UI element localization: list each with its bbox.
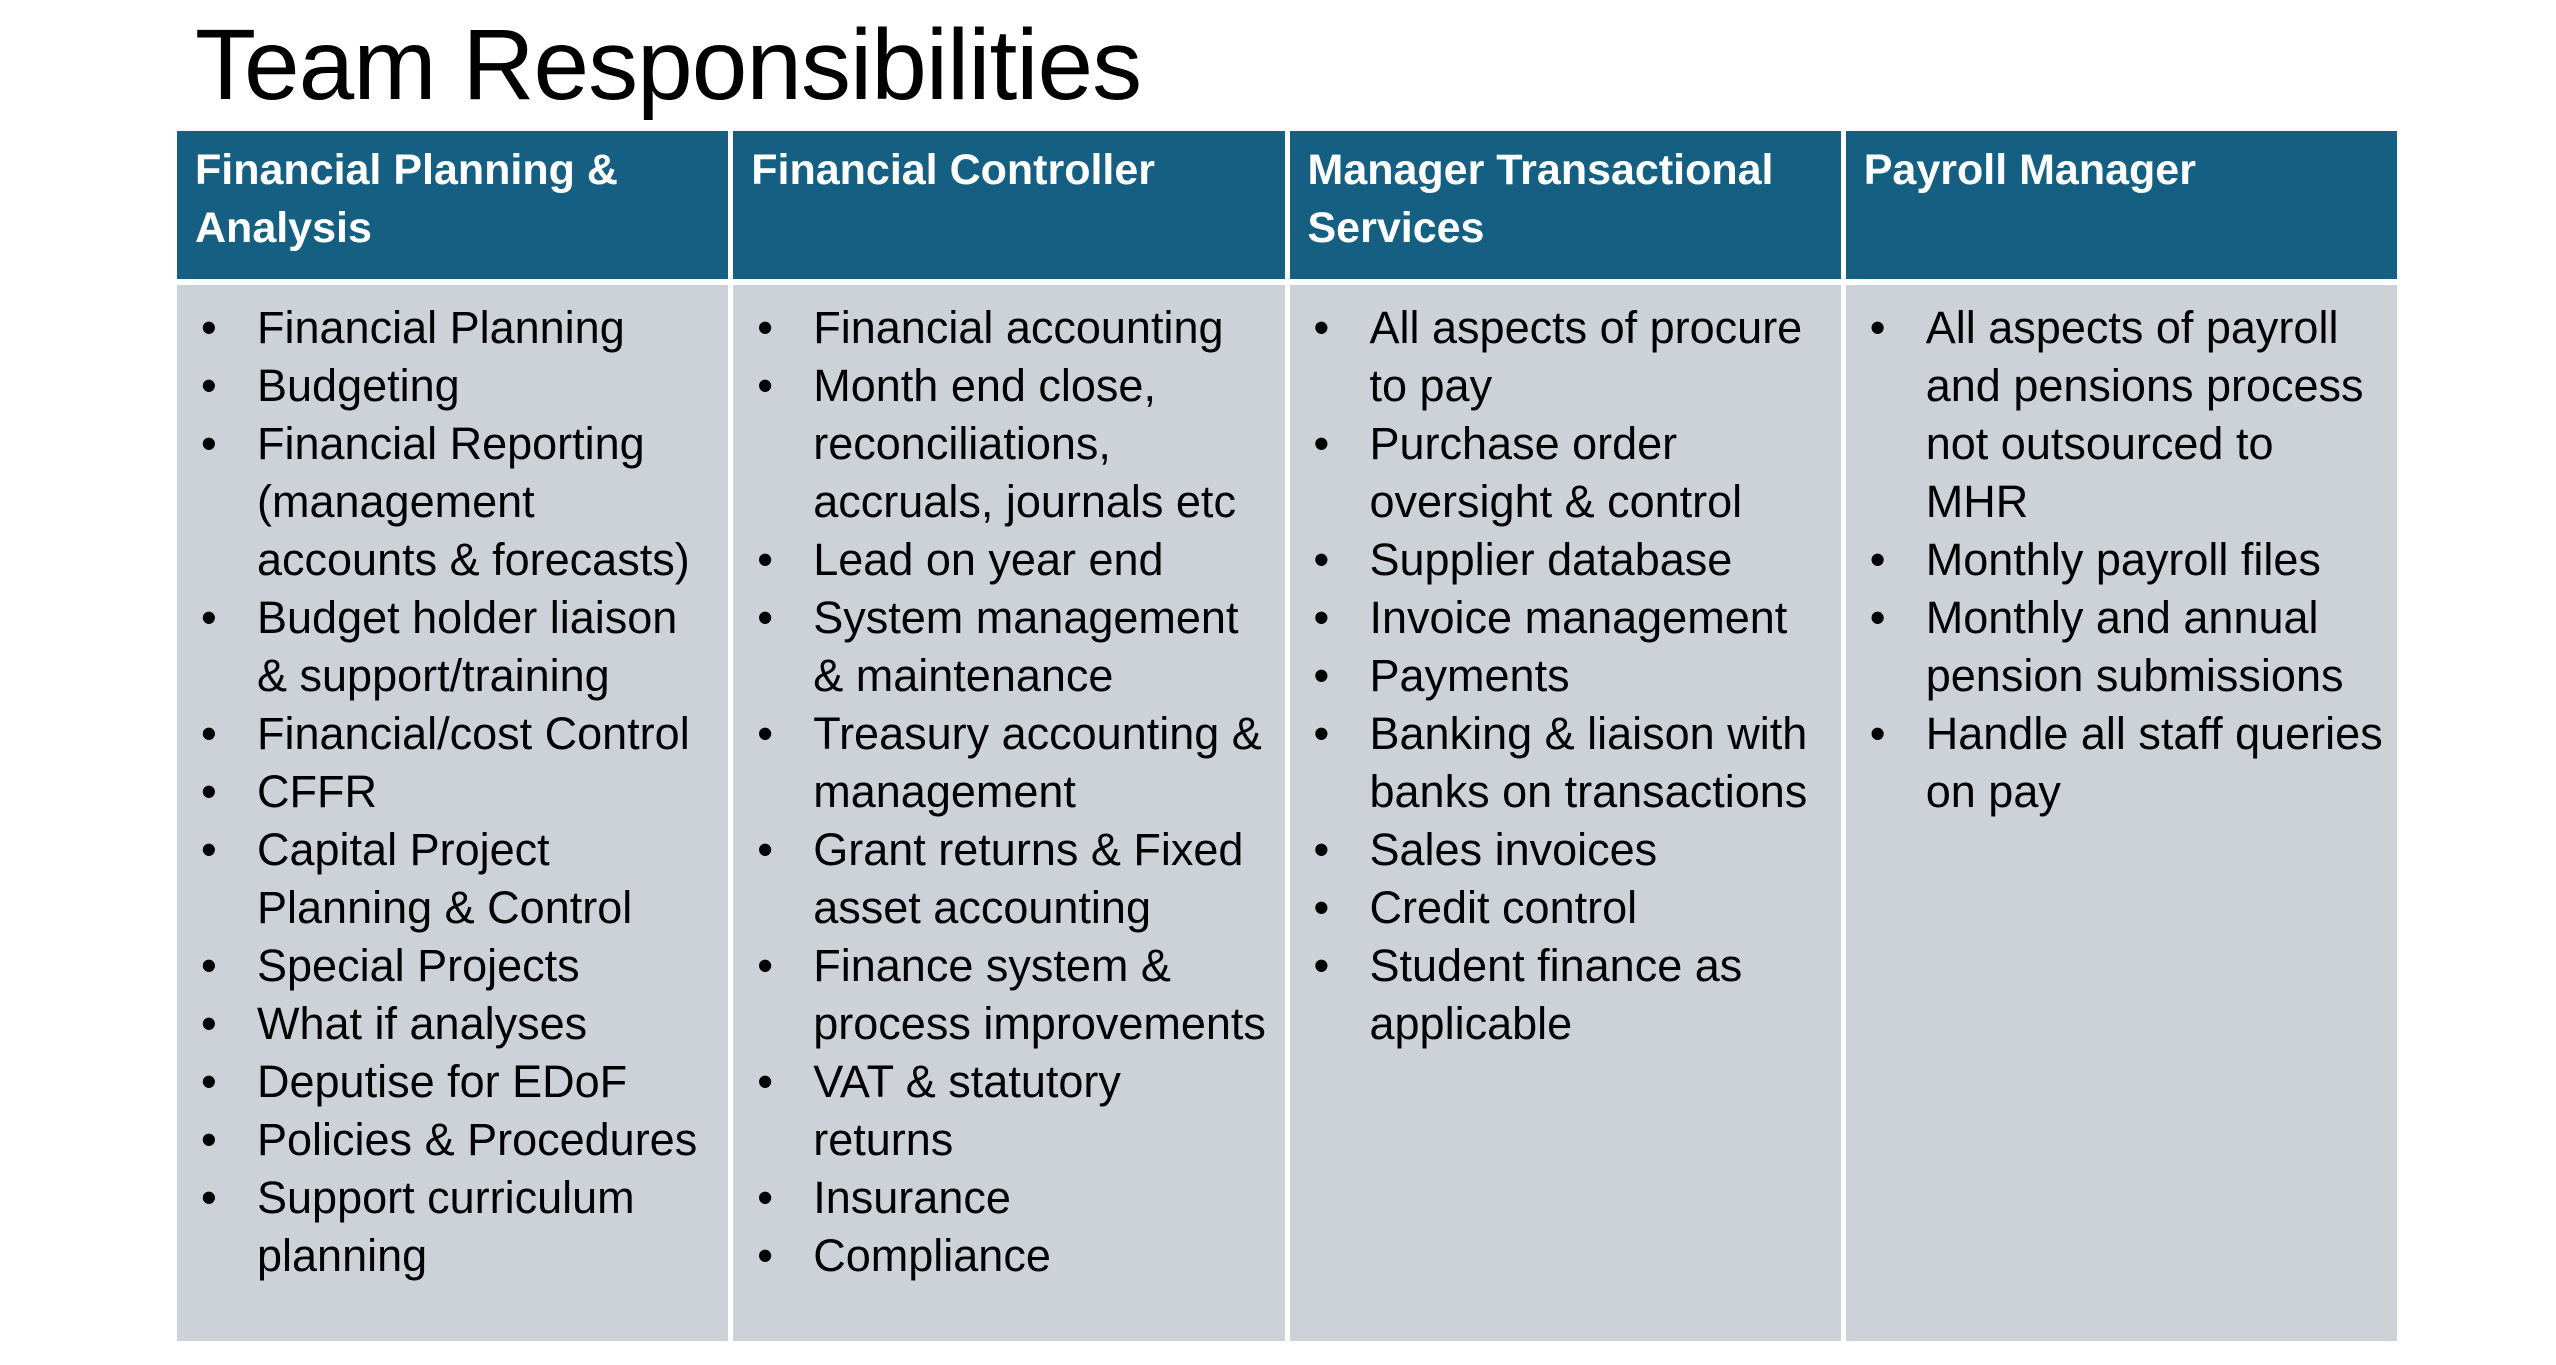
column-header-payroll-manager: Payroll Manager [1846, 131, 2397, 279]
bullet-item: • Insurance [751, 1169, 1270, 1227]
bullet-item: • Banking & liaison with banks on transactions [1308, 705, 1827, 821]
bullet-item: • Supplier database [1308, 531, 1827, 589]
bullet-list [1864, 299, 2383, 821]
bullet-item: • Compliance [751, 1227, 1270, 1285]
column-body-financial-controller [733, 285, 1284, 1341]
bullet-list [751, 299, 1270, 1285]
bullet-item: • Credit control [1308, 879, 1827, 937]
bullet-item: • Payments [1308, 647, 1827, 705]
bullet-item: • Handle all staff queries on pay [1864, 705, 2383, 821]
column-header-financial-controller: Financial Controller [733, 131, 1284, 279]
bullet-item: • VAT & statutory returns [751, 1053, 1270, 1169]
bullet-item: • What if analyses [195, 995, 714, 1053]
bullet-item: • Invoice management [1308, 589, 1827, 647]
bullet-item: • Support curriculum planning [195, 1169, 714, 1285]
bullet-item: • Treasury accounting & management [751, 705, 1270, 821]
bullet-item: • Financial accounting [751, 299, 1270, 357]
bullet-item: • Capital Project Planning & Control [195, 821, 714, 937]
bullet-item: • Month end close, reconciliations, accruals, journals etc [751, 357, 1270, 531]
bullet-item: • Financial Reporting (management accounts & forecasts) [195, 415, 714, 589]
bullet-item: • Finance system & process improvements [751, 937, 1270, 1053]
bullet-item: • Monthly and annual pension submissions [1864, 589, 2383, 705]
bullet-item: • Policies & Procedures [195, 1111, 714, 1169]
column-header-fpa: Financial Planning & Analysis [177, 131, 728, 279]
column-body-transactional-services [1290, 285, 1841, 1341]
bullet-item: • Deputise for EDoF [195, 1053, 714, 1111]
bullet-item: • System management & maintenance [751, 589, 1270, 705]
page-title: Team Responsibilities [195, 9, 1142, 121]
bullet-item: • Special Projects [195, 937, 714, 995]
column-body-payroll-manager [1846, 285, 2397, 1341]
bullet-item: • CFFR [195, 763, 714, 821]
bullet-item: • All aspects of payroll and pensions process not outsourced to MHR [1864, 299, 2383, 531]
column-body-fpa [177, 285, 728, 1341]
bullet-list [195, 299, 714, 1285]
bullet-item: • Budget holder liaison & support/training [195, 589, 714, 705]
column-header-transactional-services: Manager Transactional Services [1290, 131, 1841, 279]
bullet-item: • Budgeting [195, 357, 714, 415]
bullet-item: • Purchase order oversight & control [1308, 415, 1827, 531]
bullet-list [1308, 299, 1827, 1053]
bullet-item: • Student finance as applicable [1308, 937, 1827, 1053]
bullet-item: • Sales invoices [1308, 821, 1827, 879]
bullet-item: • Monthly payroll files [1864, 531, 2383, 589]
responsibilities-table [177, 131, 2397, 1341]
bullet-item: • Lead on year end [751, 531, 1270, 589]
bullet-item: • Financial/cost Control [195, 705, 714, 763]
bullet-item: • All aspects of procure to pay [1308, 299, 1827, 415]
bullet-item: • Financial Planning [195, 299, 714, 357]
bullet-item: • Grant returns & Fixed asset accounting [751, 821, 1270, 937]
